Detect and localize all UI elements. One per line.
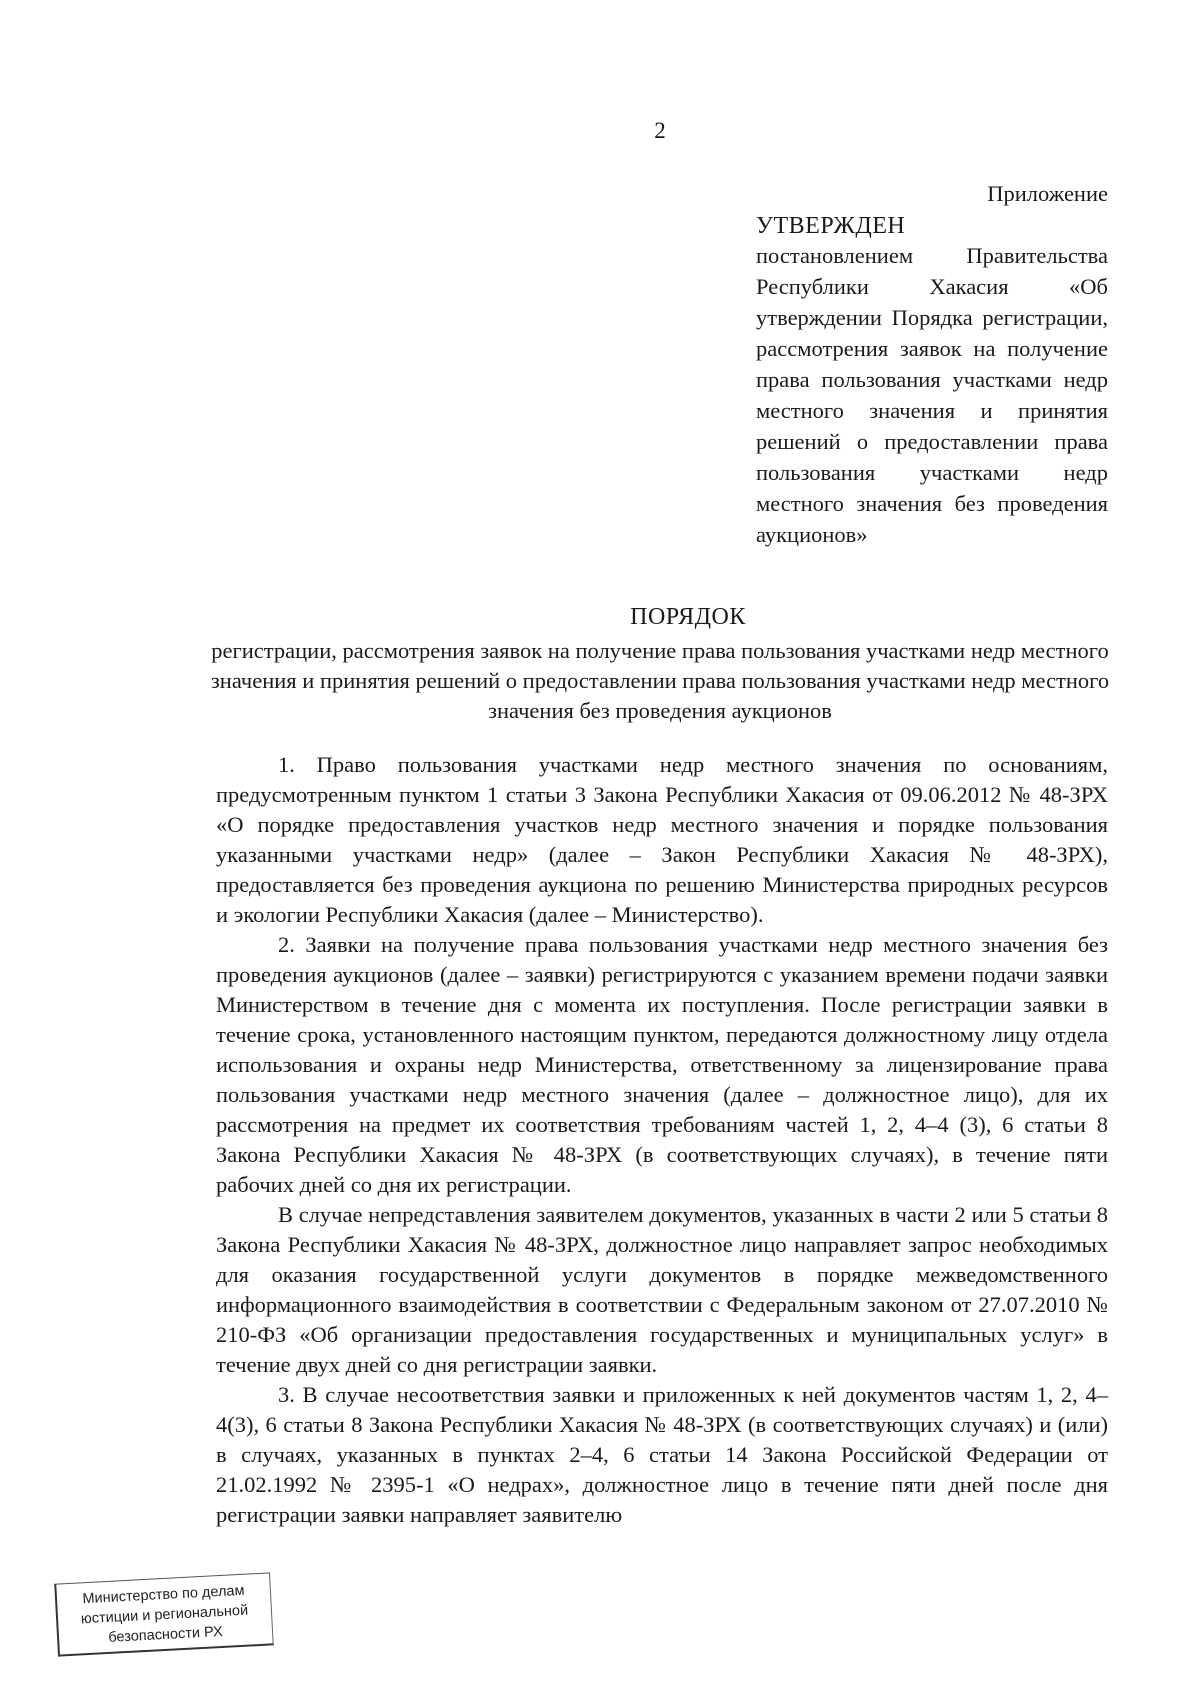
stamp-line-3: безопасности РХ [108, 1623, 224, 1646]
paragraph-2-continued: В случае непредставления заявителем документов, указанных в части 2 или 5 статьи 8 Закона Республики Хакасия № 48-ЗРХ, должностное лицо направляет запрос необходимых для оказания государственной услуги документов в порядке межведомственного информационного взаимодействия в соответствии с Федеральным законом от 27.07.2010 № 210-ФЗ «Об организации предоставления государственных и муниципальных услуг» в течение двух дней со дня регистрации заявки. [216, 1202, 1108, 1377]
document-body [216, 750, 1108, 1530]
paragraph-3: 3. В случае несоответствия заявки и приложенных к ней документов частям 1, 2, 4–4(3), 6 статьи 8 Закона Республики Хакасия № 48-ЗРХ (в соответствующих случаях) и (или) в случаях, указанных в пунктах 2–4, 6 статьи 14 Закона Российской Федерации от 21.02.1992 № 2395-1 «О недрах», должностное лицо в течение пяти дней после дня регистрации заявки направляет заявителю [216, 1382, 1108, 1527]
appendix-label: Приложение [987, 181, 1108, 206]
document-subtitle: регистрации, рассмотрения заявок на получение права пользования участками недр местного значения и принятия решений о предоставлении права пользования участками недр местного значения без проведения аукционов [210, 638, 1110, 723]
stamp-line-2: юстиции и региональной [80, 1602, 249, 1628]
page-number: 2 [654, 118, 666, 143]
stamp-line-1: Министерство по делам [82, 1582, 245, 1608]
approval-text: постановлением Правительства Республики Хакасия «Об утверждении Порядка регистрации, рассмотрения заявок на получение права пользования участками недр местного значения и принятия решений о предоставлении права пользования участками недр местного значения без проведения аукционов» [756, 243, 1108, 547]
ministry-stamp [54, 1572, 274, 1656]
approved-label: УТВЕРЖДЕН [756, 213, 906, 239]
paragraph-1: 1. Право пользования участками недр местного значения по основаниям, предусмотренным пунктом 1 статьи 3 Закона Республики Хакасия от 09.06.2012 № 48-ЗРХ «О порядке предоставления участков недр местного значения и порядке пользования указанными участками недр» (далее – Закон Республики Хакасия № 48-ЗРХ), предоставляется без проведения аукциона по решению Министерства природных ресурсов и экологии Республики Хакасия (далее – Министерство). [216, 752, 1108, 927]
approval-block [756, 178, 1108, 550]
paragraph-2: 2. Заявки на получение права пользования участками недр местного значения без проведения аукционов (далее – заявки) регистрируются с указанием времени подачи заявки Министерством в течение дня с момента их поступления. После регистрации заявки в течение срока, установленного настоящим пунктом, передаются должностному лицу отдела использования и охраны недр Министерства, ответственному за лицензирование права пользования участками недр местного значения (далее – должностное лицо), для их рассмотрения на предмет их соответствия требованиям частей 1, 2, 4–4 (3), 6 статьи 8 Закона Республики Хакасия № 48-ЗРХ (в соответствующих случаях), в течение пяти рабочих дней со дня их регистрации. [216, 932, 1108, 1197]
document-title: ПОРЯДОК [630, 604, 746, 630]
